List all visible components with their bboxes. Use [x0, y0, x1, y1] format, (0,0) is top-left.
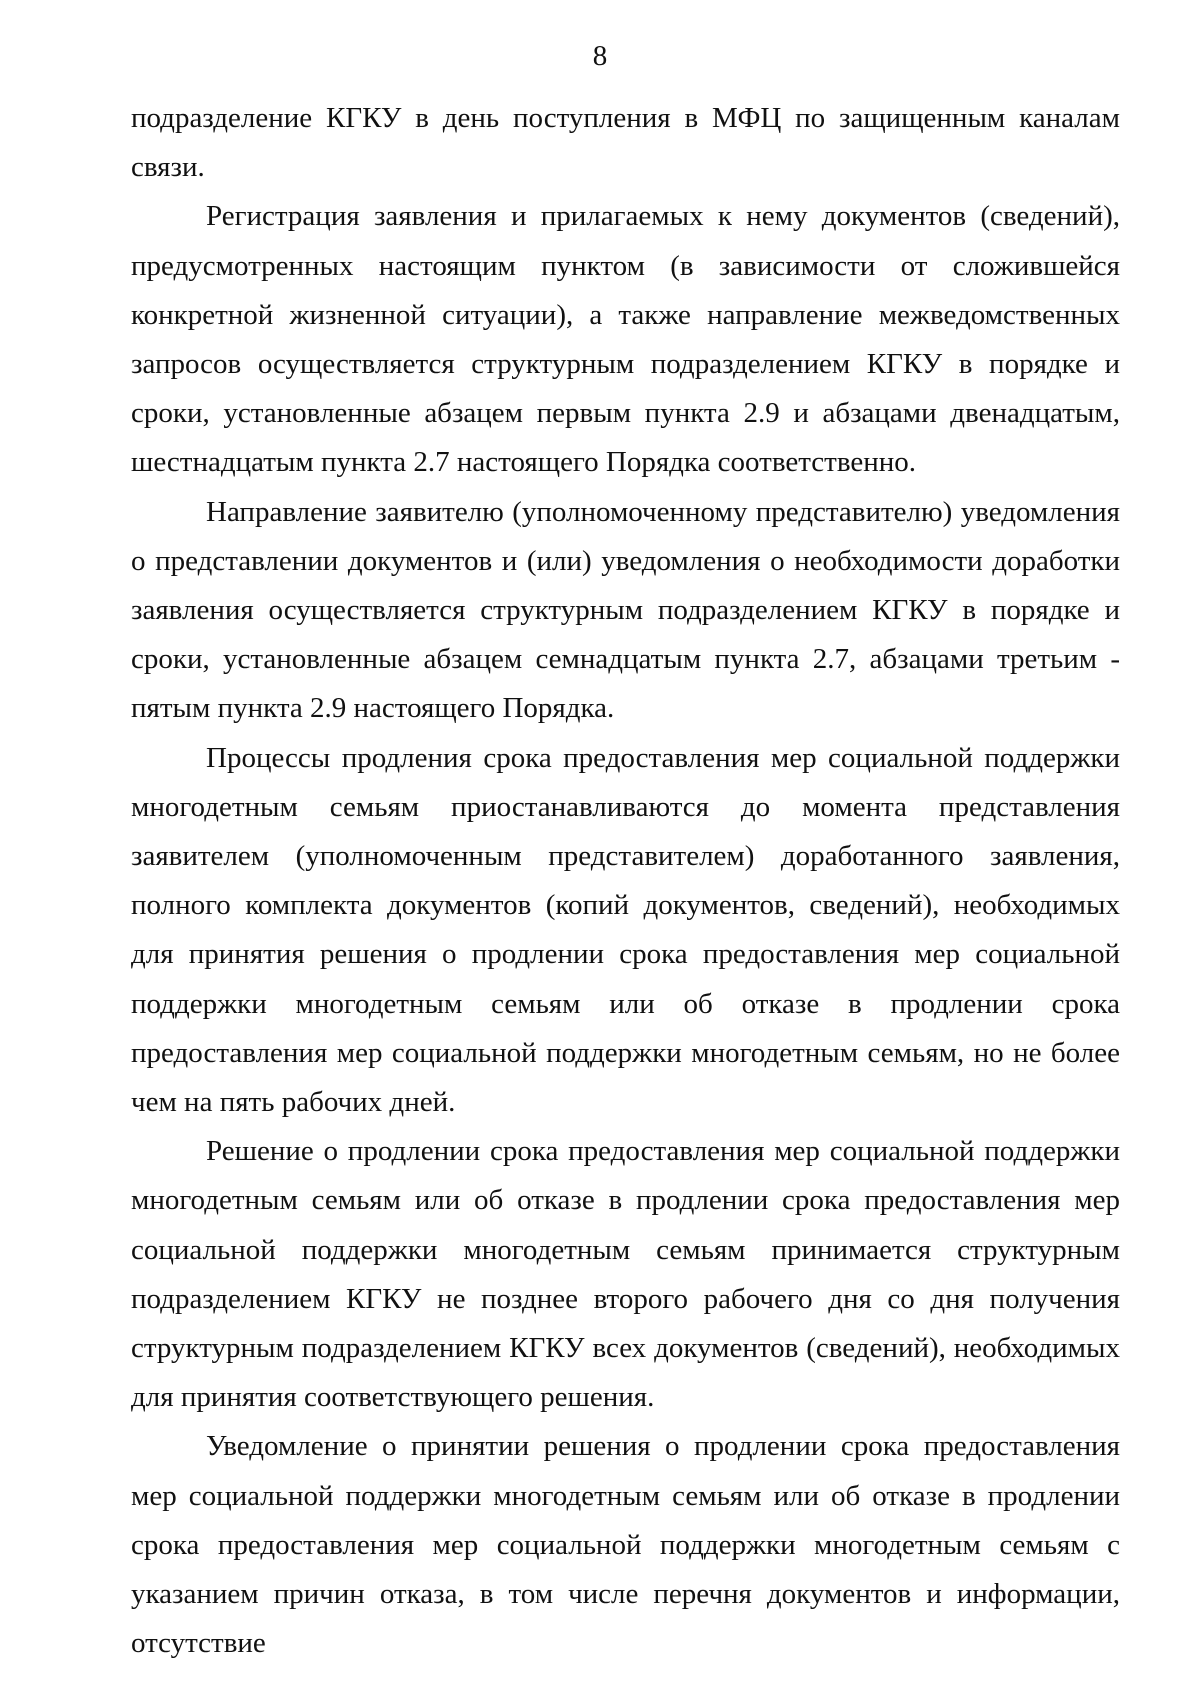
page-number: 8: [592, 40, 608, 72]
paragraph-notification-direction: Направление заявителю (уполномоченному представителю) уведомления о представлении документов и (или) уведомления о необходимости доработки заявления осуществляется структурным подразделением КГКУ в порядке и сроки, установленные абзацем семнадцатым пункта 2.7, абзацами третьим - пятым пункта 2.9 настоящего Порядка.: [131, 495, 1120, 725]
paragraph-process-suspension: Процессы продления срока предоставления мер социальной поддержки многодетным семьям приостанавливаются до момента представления заявителем (уполномоченным представителем) доработанного заявления, полного комплекта документов (копий документов, сведений), необходимых для принятия решения о продлении срока предоставления мер социальной поддержки многодетным семьям или об отказе в продлении срока предоставления мер социальной поддержки многодетным семьям, но не более чем на пять рабочих дней.: [131, 741, 1120, 1119]
paragraph-registration: Регистрация заявления и прилагаемых к нему документов (сведений), предусмотренных настоящим пунктом (в зависимости от сложившейся конкретной жизненной ситуации), а также направление межведомственных запросов осуществляется структурным подразделением КГКУ в порядке и сроки, установленные абзацем первым пункта 2.9 и абзацами двенадцатым, шестнадцатым пункта 2.7 настоящего Порядка соответственно.: [131, 200, 1120, 479]
paragraph-continuation: подразделение КГКУ в день поступления в МФЦ по защищенным каналам связи.: [131, 102, 1120, 184]
document-body: [131, 94, 1120, 1669]
paragraph-decision-notification: Уведомление о принятии решения о продлении срока предоставления мер социальной поддержки многодетным семьям или об отказе в продлении срока предоставления мер социальной поддержки многодетным семьям с указанием причин отказа, в том числе перечня документов и информации, отсутствие: [131, 1430, 1120, 1660]
paragraph-decision: Решение о продлении срока предоставления мер социальной поддержки многодетным семьям или об отказе в продлении срока предоставления мер социальной поддержки многодетным семьям принимается структурным подразделением КГКУ не позднее второго рабочего дня со дня получения структурным подразделением КГКУ всех документов (сведений), необходимых для принятия соответствующего решения.: [131, 1135, 1120, 1414]
